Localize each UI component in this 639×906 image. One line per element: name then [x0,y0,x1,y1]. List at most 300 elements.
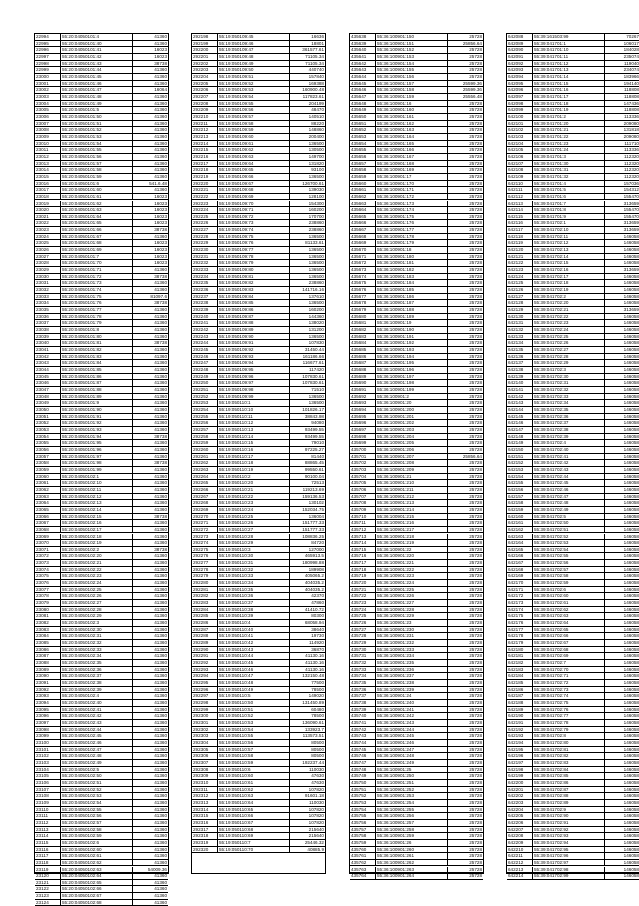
table-block-2 [191,33,326,874]
cadastral-value: 41360 [132,414,168,420]
table-row [35,214,168,221]
cadastral-number: 55:20:04050101:42 [60,54,132,60]
table-row [192,687,325,694]
cadastral-number: 55:19:050110:6 [217,767,289,773]
row-id: 23026 [36,247,49,253]
cadastral-value: 25728 [447,107,483,113]
cadastral-value: 146058 [604,733,639,739]
cadastral-value: 107830.61 [289,380,325,386]
cadastral-value: 25728 [447,580,483,586]
cadastral-value: 146058 [604,407,639,413]
cadastral-number: 55:36:100901:226 [375,593,447,599]
table-row [35,514,168,521]
row-id: 23025 [36,240,49,246]
cadastral-value: 130102 [289,500,325,506]
row-id: 642131 [508,320,524,326]
cadastral-value: 41360 [132,773,168,779]
cadastral-number: 55:39:041701:16 [532,87,604,93]
cadastral-number: 55:20:04050101:52 [60,127,132,133]
row-id: 292241 [193,320,209,326]
cadastral-value: 136500 [289,274,325,280]
cadastral-number: 55:19:050109:84 [217,294,289,300]
cadastral-value: 313659 [604,267,639,273]
row-id: 435747 [351,759,367,765]
row-id: 435744 [351,739,367,745]
cadastral-number: 55:36:100901:23 [375,620,447,626]
cadastral-value: 25728 [447,840,483,846]
cadastral-value: 97225.27 [289,447,325,453]
row-id: 435666 [351,220,367,226]
table-row [35,41,168,48]
cadastral-number: 55:39:041701:19 [532,107,604,113]
row-id: 642139 [508,373,524,379]
row-id: 435761 [351,853,367,859]
cadastral-value: 25728 [447,260,483,266]
row-id: 23070 [36,540,49,546]
row-id: 435677 [351,293,367,299]
cadastral-value: 84720 [289,540,325,546]
cadastral-value: 25728 [447,633,483,639]
row-id: 435699 [351,440,367,446]
cadastral-number: 55:20:04050101:53 [60,134,132,140]
cadastral-value: 405065.2 [289,573,325,579]
row-id: 292285 [193,613,209,619]
row-id: 292312 [193,793,209,799]
cadastral-value: 170700 [289,214,325,220]
row-id: 642207 [508,826,524,832]
table-row [350,494,483,501]
cadastral-number: 55:20:04050101:86 [60,374,132,380]
cadastral-value: 41360 [132,314,168,320]
cadastral-number: 55:19:050110:19 [217,467,289,473]
table-row [192,127,325,134]
cadastral-value: 25728 [447,613,483,619]
cadastral-number: 55:20:04050101:88 [60,387,132,393]
table-row [35,713,168,720]
cadastral-value: 146058 [604,760,639,766]
cadastral-number: 55:39:041702:4 [532,440,604,446]
row-id: 292263 [193,466,209,472]
table-row [507,360,639,367]
cadastral-value: 41130.16 [289,660,325,666]
cadastral-number: 55:20:04050101:82 [60,347,132,353]
row-id: 23003 [36,93,49,99]
row-id: 642165 [508,546,524,552]
row-id: 435667 [351,227,367,233]
row-id: 642113 [508,200,523,206]
table-row [192,787,325,794]
row-id: 435684 [351,340,367,346]
row-id: 435757 [351,826,367,832]
table-row [507,494,639,501]
cadastral-value: 38738 [132,61,168,67]
cadastral-number: 55:36:100901:191 [375,334,447,340]
cadastral-value: 146058 [604,713,639,719]
table-row [507,294,639,301]
cadastral-value: 38738 [132,340,168,346]
cadastral-value: 155470 [604,207,639,213]
table-row [507,474,639,481]
cadastral-number: 55:20:04050102:38 [60,680,132,686]
cadastral-value: 25728 [447,720,483,726]
cadastral-number: 55:19:050109:75 [217,234,289,240]
cadastral-value: 41360 [132,573,168,579]
table-row [192,593,325,600]
table-row [350,387,483,394]
row-id: 642133 [508,333,524,339]
row-id: 23004 [36,100,49,106]
row-id: 642128 [508,300,524,306]
cadastral-value: 41360 [132,234,168,240]
cadastral-value: 41360 [132,487,168,493]
cadastral-number: 55:20:04050101:67 [60,234,132,240]
row-id: 23116 [36,846,49,852]
row-id: 435736 [351,686,367,692]
table-row [35,201,168,208]
row-id: 23001 [36,80,49,86]
row-id: 23075 [36,573,49,579]
cadastral-value: 41360 [132,627,168,633]
cadastral-number: 55:20:04050102:41 [60,707,132,713]
row-id: 435674 [351,273,367,279]
cadastral-number: 55:19:050110:26 [217,520,289,526]
cadastral-number: 55:19:050109:98 [217,387,289,393]
table-row [507,480,639,487]
table-row [350,527,483,534]
table-row [192,633,325,640]
cadastral-value: 25728 [447,380,483,386]
cadastral-value: 25728 [447,174,483,180]
cadastral-value: 41360 [132,567,168,573]
table-row [35,294,168,301]
table-row [507,793,639,800]
cadastral-number: 55:39:041702:9 [532,807,604,813]
cadastral-number: 55:19:050109:91 [217,340,289,346]
cadastral-value: 25728 [447,733,483,739]
table-row [350,580,483,587]
cadastral-value: 41360 [132,394,168,400]
row-id: 435665 [351,213,367,219]
cadastral-value: 25728 [447,820,483,826]
cadastral-value: 16636 [289,34,325,40]
table-row [507,500,639,507]
cadastral-number: 55:36:100901:16 [375,101,447,107]
cadastral-number: 55:20:04050101:44 [60,67,132,73]
row-id: 23122 [36,886,49,892]
cadastral-number: 55:20:04050102:42 [60,713,132,719]
table-row [350,720,483,727]
row-id: 23092 [36,686,49,692]
row-id: 435662 [351,193,367,199]
row-id: 435725 [351,613,367,619]
row-id: 292225 [193,213,209,219]
row-id: 642190 [508,713,524,719]
row-id: 23086 [36,646,49,652]
cadastral-number: 55:20:04050102:27 [60,600,132,606]
cadastral-number: 55:20:04050102:37 [60,673,132,679]
cadastral-number: 55:36:100901:231 [375,633,447,639]
cadastral-value: 41360 [132,287,168,293]
row-id: 435668 [351,233,367,239]
cadastral-number: 55:39:041702:91 [532,820,604,826]
table-row [350,653,483,660]
cadastral-value: 41360 [132,147,168,153]
cadastral-number: 55:19:050110:40 [217,627,289,633]
cadastral-value: 36870 [289,647,325,653]
cadastral-number: 55:20:04050101:93 [60,427,132,433]
cadastral-value: 25728 [447,460,483,466]
cadastral-value: 146058 [604,387,639,393]
cadastral-value: 108836.25 [289,534,325,540]
cadastral-number: 55:20:04050101:80 [60,334,132,340]
table-row [35,440,168,447]
row-id: 642141 [508,386,524,392]
cadastral-number: 55:39:041702:29 [532,360,604,366]
cadastral-number: 55:36:100901:264 [375,873,447,879]
cadastral-value: 68058.94 [289,620,325,626]
table-row [192,820,325,827]
row-id: 642161 [508,520,524,526]
table-row [192,587,325,594]
cadastral-value: 25728 [447,607,483,613]
table-row [350,713,483,720]
cadastral-number: 55:36:100901:184 [375,280,447,286]
table-row [35,667,168,674]
cadastral-number: 55:19:050109:83 [217,287,289,293]
table-row [35,87,168,94]
cadastral-value: 16023 [132,214,168,220]
cadastral-number: 55:19:050109:68 [217,187,289,193]
table-row [350,613,483,620]
row-id: 435753 [351,799,367,805]
cadastral-value: 146058 [604,260,639,266]
row-id: 23078 [36,593,49,599]
row-id: 642179 [508,640,524,646]
cadastral-value: 209080 [604,134,639,140]
cadastral-number: 55:19:050110:63 [217,793,289,799]
cadastral-number: 55:39:041701:30 [532,161,604,167]
cadastral-number: 55:20:04050101:95 [60,440,132,446]
row-id: 435749 [351,773,367,779]
cadastral-number: 55:39:041701:3 [532,154,604,160]
table-row [192,600,325,607]
table-row [507,800,639,807]
cadastral-number: 55:36:100901:162 [375,121,447,127]
cadastral-value: 132150.48 [289,673,325,679]
row-id: 642176 [508,620,524,626]
cadastral-number: 55:20:04050102:10 [60,480,132,486]
row-id: 435639 [351,40,367,46]
table-row [35,640,168,647]
row-id: 292261 [193,453,209,459]
table-row [35,260,168,267]
row-id: 292300 [193,713,209,719]
table-row [192,680,325,687]
table-row [350,860,483,867]
cadastral-number: 55:19:050109:70 [217,201,289,207]
row-id: 292308 [193,766,209,772]
cadastral-number: 55:36:100901:251 [375,780,447,786]
row-id: 292227 [193,227,209,233]
cadastral-value: 41360 [132,727,168,733]
row-id: 292319 [193,839,209,845]
cadastral-number: 55:19:050110:67 [217,820,289,826]
cadastral-value: 313659 [604,201,639,207]
cadastral-number: 55:39:041702:57 [532,567,604,573]
cadastral-value: 38738 [132,300,168,306]
table-row [192,487,325,494]
cadastral-value: 18801 [289,41,325,47]
table-row [507,187,639,194]
cadastral-value: 41360 [132,467,168,473]
cadastral-number: 55:39:041702:73 [532,687,604,693]
row-id: 642214 [508,873,524,879]
cadastral-value: 41360 [132,380,168,386]
row-id: 642157 [508,493,524,499]
row-id: 435671 [351,253,367,259]
cadastral-value: 41130.16 [289,653,325,659]
row-id: 23027 [36,253,49,259]
cadastral-value: 41360 [132,720,168,726]
cadastral-value: 25728 [447,773,483,779]
table-row [192,840,325,847]
table-row [192,154,325,161]
row-id: 23076 [36,580,49,586]
cadastral-number: 55:20:04050101:59 [60,174,132,180]
cadastral-number: 55:20:04050102:22 [60,567,132,573]
cadastral-number: 55:36:100901:155 [375,67,447,73]
row-id: 642150 [508,446,524,452]
row-id: 23009 [36,133,49,139]
row-id: 642166 [508,553,524,559]
cadastral-value: 146058 [604,420,639,426]
cadastral-number: 55:39:041702:47 [532,494,604,500]
cadastral-number: 55:36:100901:17 [375,174,447,180]
table-row [35,460,168,467]
cadastral-value: 146058 [604,287,639,293]
cadastral-number: 55:36:100901:255 [375,807,447,813]
cadastral-value: 93499.55 [289,427,325,433]
row-id: 292289 [193,640,209,646]
cadastral-number: 55:39:041701:15 [532,81,604,87]
table-row [350,274,483,281]
row-id: 292214 [193,140,209,146]
cadastral-number: 55:36:100901:204 [375,434,447,440]
cadastral-value: 41360 [132,667,168,673]
cadastral-number: 55:20:04050102:15 [60,514,132,520]
cadastral-value: 41360 [132,41,168,47]
cadastral-number: 55:39:041702:67 [532,640,604,646]
row-id: 23000 [36,73,49,79]
cadastral-number: 55:19:050109:52 [217,81,289,87]
table-row [35,793,168,800]
cadastral-value: 25728 [447,553,483,559]
table-row [192,34,325,41]
cadastral-number: 55:20:04050102:32 [60,640,132,646]
table-row [192,87,325,94]
table-row [192,207,325,214]
table-row [192,427,325,434]
cadastral-value: 16023 [132,47,168,53]
row-id: 642106 [508,153,524,159]
row-id: 292205 [193,80,209,86]
row-id: 23063 [36,493,49,499]
cadastral-value: 47630 [289,773,325,779]
cadastral-value: 16023 [132,201,168,207]
cadastral-number: 55:36:100901:229 [375,613,447,619]
table-row [350,240,483,247]
cadastral-number: 55:39:041702:15 [532,260,604,266]
cadastral-number: 55:39:041702:31 [532,380,604,386]
row-id: 435654 [351,140,367,146]
cadastral-number: 55:39:041702:81 [532,747,604,753]
row-id: 642191 [508,719,524,725]
table-row [507,567,639,574]
row-id: 292283 [193,600,209,606]
row-id: 642108 [508,167,524,173]
cadastral-value: 25728 [447,214,483,220]
cadastral-value: 38738 [132,227,168,233]
cadastral-value: 117823.61 [289,94,325,100]
table-block-1 [34,33,169,905]
table-row [350,747,483,754]
row-id: 23015 [36,173,49,179]
cadastral-value: 41360 [132,400,168,406]
cadastral-value: 25728 [447,873,483,879]
table-row [35,307,168,314]
cadastral-number: 55:19:050110:70 [217,847,289,853]
cadastral-value: 25728 [447,627,483,633]
cadastral-number: 55:20:04050102:43 [60,720,132,726]
cadastral-number: 55:19:050110:60 [217,773,289,779]
row-id: 23066 [36,513,49,519]
cadastral-value: 25728 [447,813,483,819]
cadastral-value: 118808 [604,87,639,93]
row-id: 292218 [193,167,209,173]
cadastral-value: 25728 [447,587,483,593]
cadastral-number: 55:39:041702:90 [532,813,604,819]
row-id: 23016 [36,180,49,186]
cadastral-number: 55:19:050109:72 [217,214,289,220]
cadastral-value: 41360 [132,693,168,699]
table-row [350,733,483,740]
cadastral-number: 55:19:050110:16 [217,447,289,453]
table-row [35,647,168,654]
cadastral-number: 55:36:100901:187 [375,300,447,306]
row-id: 642132 [508,327,524,333]
row-id: 642174 [508,606,524,612]
row-id: 292255 [193,413,209,419]
cadastral-value: 41360 [132,307,168,313]
table-row [507,394,639,401]
table-row [192,167,325,174]
row-id: 23033 [36,293,49,299]
table-row [192,147,325,154]
cadastral-number: 55:36:100901:186 [375,294,447,300]
cadastral-number: 55:36:100901:190 [375,327,447,333]
cadastral-number: 55:19:050109:85 [217,300,289,306]
cadastral-value: 25728 [447,327,483,333]
row-id: 23089 [36,666,49,672]
cadastral-value: 404035.2 [289,580,325,586]
table-row [192,280,325,287]
table-row [350,327,483,334]
table-row [192,673,325,680]
cadastral-value: 235074 [604,54,639,60]
cadastral-number: 55:20:04050102:16 [60,520,132,526]
cadastral-value: 146058 [604,853,639,859]
table-row [35,720,168,727]
